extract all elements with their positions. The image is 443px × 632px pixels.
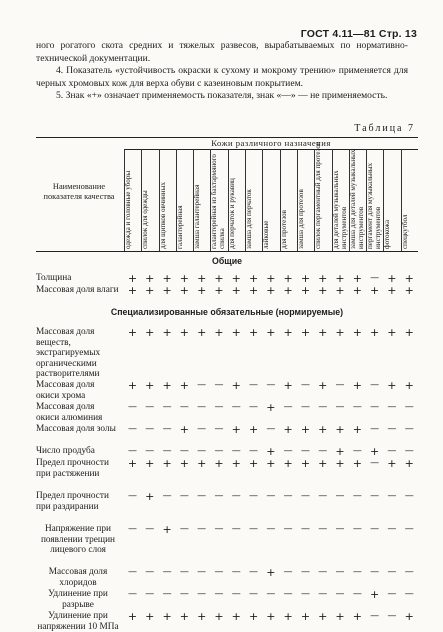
applicable-mark: + — [127, 379, 138, 392]
applicable-mark: + — [145, 610, 155, 623]
not-applicable-mark: — — [318, 589, 328, 599]
not-applicable-mark: — — [231, 589, 241, 599]
applicable-mark: + — [404, 284, 414, 297]
not-applicable-mark: — — [145, 446, 155, 456]
row-label: Толщина — [36, 273, 72, 283]
column-header: пергамент для музыкальных инструментов — [366, 162, 382, 249]
applicable-mark: + — [370, 326, 380, 339]
not-applicable-mark: — — [162, 402, 172, 412]
applicable-mark: + — [300, 423, 311, 436]
applicable-mark: + — [197, 284, 207, 297]
applicable-mark: + — [318, 272, 328, 285]
applicable-mark: + — [352, 457, 362, 470]
not-applicable-mark: — — [249, 446, 259, 456]
applicable-mark: + — [387, 272, 397, 285]
not-applicable-mark: — — [404, 491, 414, 501]
not-applicable-mark: — — [300, 491, 310, 501]
paragraph-continuation: ного рогатого скота средних и тяжелых развесов, вырабатываемых по нормативно-технической документации. — [36, 40, 408, 64]
not-applicable-mark: — — [231, 524, 241, 534]
applicable-mark: + — [404, 379, 414, 392]
applicable-mark: + — [404, 457, 414, 470]
not-applicable-mark: — — [370, 458, 380, 468]
not-applicable-mark: — — [318, 446, 328, 456]
not-applicable-mark: — — [404, 524, 414, 534]
not-applicable-mark: — — [352, 446, 362, 456]
not-applicable-mark: — — [300, 380, 310, 390]
not-applicable-mark: — — [283, 524, 293, 534]
applicable-mark: + — [231, 326, 241, 339]
not-applicable-mark: — — [145, 424, 155, 434]
applicable-mark: + — [248, 610, 259, 623]
not-applicable-mark: — — [404, 589, 414, 599]
not-applicable-mark: — — [370, 611, 380, 621]
applicable-mark: + — [352, 326, 362, 339]
applicable-mark: + — [266, 326, 276, 339]
not-applicable-mark: — — [404, 567, 414, 577]
applicable-mark: + — [197, 457, 207, 470]
not-applicable-mark: — — [352, 491, 362, 501]
applicable-mark: + — [370, 284, 380, 297]
column-header: лайковые — [262, 220, 271, 249]
applicable-mark: + — [197, 272, 207, 285]
applicable-mark: + — [387, 284, 397, 297]
applicable-mark: + — [145, 457, 155, 470]
not-applicable-mark: — — [266, 380, 276, 390]
not-applicable-mark: — — [283, 446, 293, 456]
column-header: одежда и головные уборы — [124, 170, 132, 249]
not-applicable-mark: — — [249, 380, 259, 390]
not-applicable-mark: — — [335, 589, 345, 599]
row-label: Предел прочности при растяжении — [36, 458, 109, 479]
not-applicable-mark: — — [214, 491, 224, 501]
not-applicable-mark: — — [145, 402, 155, 412]
not-applicable-mark: — — [370, 273, 380, 283]
column-header: спецкутбол — [400, 214, 409, 249]
applicable-mark: + — [162, 284, 172, 297]
applicable-mark: + — [266, 272, 276, 285]
column-header: галантерейная из бахтармяного спилка — [210, 154, 227, 249]
applicable-mark: + — [179, 423, 189, 436]
applicable-mark: + — [283, 379, 293, 392]
column-header: для деталей музыкальных инструментов — [331, 170, 348, 249]
not-applicable-mark: — — [300, 567, 310, 577]
applicable-mark: + — [300, 457, 311, 470]
applicable-mark: + — [300, 326, 311, 339]
note-4: 4. Показатель «устойчивость окраски к сухому и мокрому трению» применяется для черных хромовых кож для верха обуви с казеиновым покрытием. — [36, 65, 408, 89]
applicable-mark: + — [335, 423, 345, 436]
column-header: для перчаток и рукавиц — [227, 178, 236, 249]
not-applicable-mark: — — [128, 491, 137, 501]
not-applicable-mark: — — [162, 446, 172, 456]
applicable-mark: + — [318, 457, 328, 470]
not-applicable-mark: — — [370, 491, 380, 501]
row-label: Массовая доля окиси хрома — [36, 380, 95, 401]
not-applicable-mark: — — [266, 589, 276, 599]
applicable-mark: + — [197, 610, 207, 623]
not-applicable-mark: — — [352, 524, 362, 534]
applicable-mark: + — [283, 457, 293, 470]
not-applicable-mark: — — [404, 424, 414, 434]
applicable-mark: + — [352, 379, 362, 392]
not-applicable-mark: — — [128, 567, 137, 577]
column-header: для протезов — [279, 210, 288, 249]
applicable-mark: + — [335, 445, 345, 458]
applicable-mark: + — [283, 272, 293, 285]
not-applicable-mark: — — [197, 567, 207, 577]
body-text — [36, 40, 408, 103]
applicable-mark: + — [179, 457, 189, 470]
applicable-mark: + — [248, 457, 259, 470]
applicable-mark: + — [231, 379, 241, 392]
not-applicable-mark: — — [197, 424, 207, 434]
column-header: замша для перчаток — [245, 189, 254, 249]
applicable-mark: + — [318, 284, 328, 297]
applicable-mark: + — [231, 423, 241, 436]
group-header: Кожи различного назначения — [211, 138, 331, 148]
not-applicable-mark: — — [335, 491, 345, 501]
applicable-mark: + — [266, 445, 276, 458]
not-applicable-mark: — — [318, 524, 328, 534]
not-applicable-mark: — — [128, 424, 137, 434]
not-applicable-mark: — — [387, 402, 397, 412]
applicable-mark: + — [266, 401, 276, 414]
not-applicable-mark: — — [300, 589, 310, 599]
not-applicable-mark: — — [352, 589, 362, 599]
not-applicable-mark: — — [249, 402, 259, 412]
not-applicable-mark: — — [335, 402, 345, 412]
not-applicable-mark: — — [387, 589, 397, 599]
not-applicable-mark: — — [231, 402, 241, 412]
not-applicable-mark: — — [387, 567, 397, 577]
not-applicable-mark: — — [283, 491, 293, 501]
not-applicable-mark: — — [231, 491, 241, 501]
not-applicable-mark: — — [197, 589, 207, 599]
not-applicable-mark: — — [370, 567, 380, 577]
applicable-mark: + — [370, 588, 380, 601]
applicable-mark: + — [352, 610, 362, 623]
not-applicable-mark: — — [266, 524, 276, 534]
applicable-mark: + — [231, 457, 241, 470]
column-header: замша для протезов — [296, 189, 305, 249]
applicable-mark: + — [162, 523, 172, 536]
row-label: Массовая доля окиси алюминия — [36, 402, 103, 423]
header-bottom-rule — [36, 251, 418, 252]
not-applicable-mark: — — [266, 491, 276, 501]
not-applicable-mark: — — [404, 402, 414, 412]
applicable-mark: + — [145, 272, 155, 285]
applicable-mark: + — [248, 326, 259, 339]
applicable-mark: + — [335, 326, 345, 339]
not-applicable-mark: — — [318, 567, 328, 577]
column-header: для щипков овчинных — [158, 182, 167, 249]
not-applicable-mark: — — [283, 567, 293, 577]
applicable-mark: + — [179, 284, 189, 297]
applicable-mark: + — [127, 457, 138, 470]
applicable-mark: + — [352, 272, 362, 285]
row-label: Массовая доля влаги — [36, 285, 119, 295]
not-applicable-mark: — — [231, 446, 241, 456]
row-label: Удлинение при разрыве — [48, 589, 108, 610]
applicable-mark: + — [283, 423, 293, 436]
not-applicable-mark: — — [128, 402, 137, 412]
name-column-header: Наименование показателя качества — [43, 182, 115, 201]
applicable-mark: + — [214, 610, 224, 623]
column-header: фотокожа — [383, 219, 392, 249]
applicable-mark: + — [404, 326, 414, 339]
applicable-mark: + — [162, 610, 172, 623]
not-applicable-mark: — — [370, 524, 380, 534]
not-applicable-mark: — — [249, 524, 259, 534]
applicable-mark: + — [404, 272, 414, 285]
not-applicable-mark: — — [283, 402, 293, 412]
applicable-mark: + — [179, 379, 189, 392]
not-applicable-mark: — — [231, 567, 241, 577]
not-applicable-mark: — — [128, 524, 137, 534]
not-applicable-mark: — — [145, 589, 155, 599]
not-applicable-mark: — — [128, 589, 137, 599]
applicable-mark: + — [266, 457, 276, 470]
column-header: спилок для одежды — [141, 190, 150, 249]
not-applicable-mark: — — [162, 589, 172, 599]
not-applicable-mark: — — [179, 589, 189, 599]
column-header: спилок пергаментный для протезов — [314, 141, 323, 249]
not-applicable-mark: — — [197, 491, 207, 501]
column-header: замша галантерейная — [193, 184, 202, 249]
not-applicable-mark: — — [128, 446, 137, 456]
applicable-mark: + — [231, 272, 241, 285]
not-applicable-mark: — — [214, 446, 224, 456]
applicable-mark: + — [300, 610, 311, 623]
applicable-mark: + — [318, 423, 328, 436]
column-header: замша для деталей музыкальных инструментов — [348, 149, 365, 249]
not-applicable-mark: — — [179, 567, 189, 577]
applicable-mark: + — [266, 566, 276, 579]
section-title: Общие — [212, 256, 242, 266]
not-applicable-mark: — — [370, 402, 380, 412]
not-applicable-mark: — — [249, 491, 259, 501]
applicable-mark: + — [162, 379, 172, 392]
not-applicable-mark: — — [404, 446, 414, 456]
applicable-mark: + — [248, 272, 259, 285]
applicable-mark: + — [318, 379, 328, 392]
applicable-mark: + — [404, 610, 414, 623]
not-applicable-mark: — — [318, 491, 328, 501]
not-applicable-mark: — — [387, 524, 397, 534]
applicable-mark: + — [352, 423, 362, 436]
applicable-mark: + — [352, 284, 362, 297]
not-applicable-mark: — — [179, 446, 189, 456]
applicable-mark: + — [335, 272, 345, 285]
not-applicable-mark: — — [335, 567, 345, 577]
applicable-mark: + — [387, 379, 397, 392]
not-applicable-mark: — — [318, 402, 328, 412]
not-applicable-mark: — — [335, 524, 345, 534]
not-applicable-mark: — — [266, 424, 276, 434]
not-applicable-mark: — — [145, 524, 155, 534]
applicable-mark: + — [248, 284, 259, 297]
not-applicable-mark: — — [214, 424, 224, 434]
not-applicable-mark: — — [387, 611, 397, 621]
applicable-mark: + — [318, 610, 328, 623]
applicable-mark: + — [145, 284, 155, 297]
applicable-mark: + — [197, 326, 207, 339]
applicable-mark: + — [162, 326, 172, 339]
not-applicable-mark: — — [352, 402, 362, 412]
row-label: Массовая доля хлоридов — [48, 567, 108, 588]
applicable-mark: + — [370, 445, 380, 458]
not-applicable-mark: — — [300, 524, 310, 534]
not-applicable-mark: — — [387, 446, 397, 456]
not-applicable-mark: — — [214, 402, 224, 412]
applicable-mark: + — [179, 272, 189, 285]
row-label: Предел прочности при раздирании — [36, 491, 109, 512]
row-label: Число продуба — [36, 446, 95, 456]
row-label: Удлинение при напряжении 10 МПа — [37, 611, 119, 632]
not-applicable-mark: — — [214, 380, 224, 390]
not-applicable-mark: — — [162, 424, 172, 434]
not-applicable-mark: — — [214, 524, 224, 534]
not-applicable-mark: — — [197, 446, 207, 456]
applicable-mark: + — [335, 610, 345, 623]
not-applicable-mark: — — [352, 567, 362, 577]
applicable-mark: + — [335, 457, 345, 470]
applicable-mark: + — [335, 284, 345, 297]
applicable-mark: + — [127, 284, 138, 297]
applicable-mark: + — [214, 326, 224, 339]
applicable-mark: + — [214, 457, 224, 470]
column-header: галантерейная — [175, 205, 184, 249]
section-title: Специализированные обязательные (нормируемые) — [110, 307, 344, 317]
not-applicable-mark: — — [197, 402, 207, 412]
applicable-mark: + — [266, 284, 276, 297]
applicable-mark: + — [127, 326, 138, 339]
applicable-mark: + — [300, 284, 311, 297]
column-header-block — [124, 137, 418, 251]
not-applicable-mark: — — [300, 402, 310, 412]
not-applicable-mark: — — [162, 567, 172, 577]
not-applicable-mark: — — [179, 402, 189, 412]
not-applicable-mark: — — [370, 380, 380, 390]
not-applicable-mark: — — [300, 446, 310, 456]
applicable-mark: + — [231, 610, 241, 623]
applicable-mark: + — [127, 272, 138, 285]
row-label: Массовая доля золы — [36, 424, 116, 434]
not-applicable-mark: — — [145, 567, 155, 577]
applicable-mark: + — [179, 326, 189, 339]
not-applicable-mark: — — [214, 567, 224, 577]
table-caption: Таблица 7 — [354, 123, 415, 134]
applicable-mark: + — [283, 326, 293, 339]
applicable-mark: + — [266, 610, 276, 623]
applicable-mark: + — [145, 326, 155, 339]
applicable-mark: + — [387, 326, 397, 339]
applicable-mark: + — [162, 457, 172, 470]
applicable-mark: + — [283, 284, 293, 297]
applicable-mark: + — [127, 610, 138, 623]
not-applicable-mark: — — [249, 567, 259, 577]
not-applicable-mark: — — [283, 589, 293, 599]
not-applicable-mark: — — [387, 491, 397, 501]
applicable-mark: + — [179, 610, 189, 623]
not-applicable-mark: — — [335, 380, 345, 390]
applicable-mark: + — [145, 379, 155, 392]
applicable-mark: + — [214, 284, 224, 297]
applicable-mark: + — [231, 284, 241, 297]
not-applicable-mark: — — [387, 424, 397, 434]
not-applicable-mark: — — [249, 589, 259, 599]
row-label: Массовая доля веществ, экстрагируемых органическими растворителями — [36, 327, 101, 380]
applicable-mark: + — [214, 272, 224, 285]
row-label: Напряжение при появлении трещин лицевого слоя — [40, 524, 116, 556]
applicable-mark: + — [145, 490, 155, 503]
not-applicable-mark: — — [179, 524, 189, 534]
applicable-mark: + — [162, 272, 172, 285]
applicable-mark: + — [318, 326, 328, 339]
page-header: ГОСТ 4.11—81 Стр. 13 — [300, 28, 417, 40]
note-5: 5. Знак «+» означает применяемость показателя, знак «—» — не применяемость. — [56, 90, 388, 102]
not-applicable-mark: — — [197, 524, 207, 534]
not-applicable-mark: — — [162, 491, 172, 501]
applicable-mark: + — [283, 610, 293, 623]
not-applicable-mark: — — [370, 424, 380, 434]
applicable-mark: + — [300, 272, 311, 285]
applicable-mark: + — [387, 457, 397, 470]
applicable-mark: + — [248, 423, 259, 436]
not-applicable-mark: — — [179, 491, 189, 501]
not-applicable-mark: — — [214, 589, 224, 599]
not-applicable-mark: — — [197, 380, 207, 390]
